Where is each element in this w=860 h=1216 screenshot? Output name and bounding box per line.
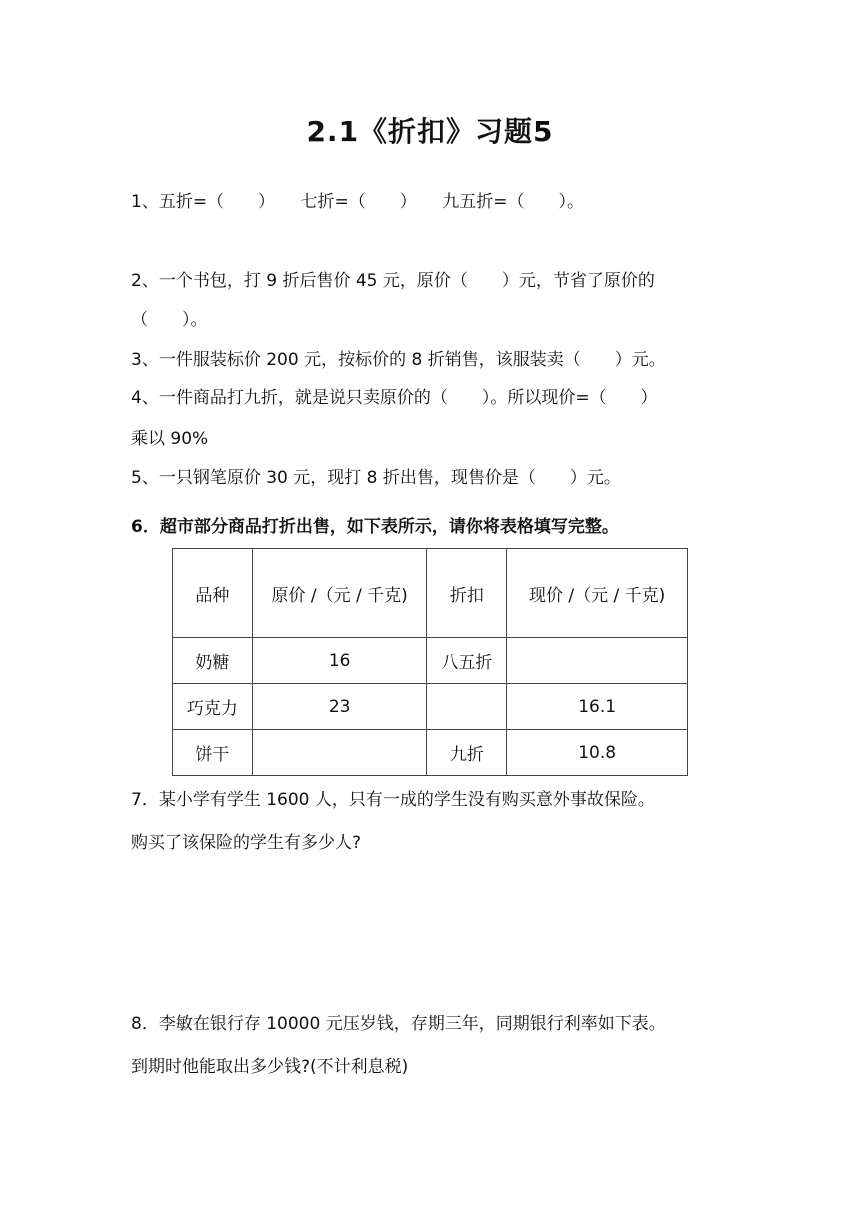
question-4-line-1: 4、一件商品打九折，就是说只卖原价的（ ）。所以现价=（ ） xyxy=(131,388,658,408)
question-1: 1、五折=（ ） 七折=（ ） 九五折=（ ）。 xyxy=(131,192,585,212)
question-4-line-2: 乘以 90% xyxy=(131,429,209,449)
table-header-cell: 现价 /（元 / 千克) xyxy=(507,549,688,638)
table-cell: 10.8 xyxy=(507,730,688,776)
table-header-cell: 品种 xyxy=(173,549,253,638)
table-cell xyxy=(252,730,427,776)
table-row xyxy=(173,638,688,684)
table-header-cell: 原价 /（元 / 千克) xyxy=(252,549,427,638)
table-cell: 饼干 xyxy=(173,730,253,776)
table-row xyxy=(173,730,688,776)
table-cell xyxy=(507,638,688,684)
page-title: 2.1《折扣》习题5 xyxy=(306,115,554,148)
table-cell: 奶糖 xyxy=(173,638,253,684)
question-2-line-2: （ ）。 xyxy=(131,310,208,330)
question-2-line-1: 2、一个书包，打 9 折后售价 45 元，原价（ ）元，节省了原价的 xyxy=(131,271,655,291)
question-8-line-2: 到期时他能取出多少钱?(不计利息税) xyxy=(131,1057,409,1077)
table-cell: 16.1 xyxy=(507,684,688,730)
question-7-line-1: 7．某小学有学生 1600 人，只有一成的学生没有购买意外事故保险。 xyxy=(131,790,655,810)
question-7-line-2: 购买了该保险的学生有多少人? xyxy=(131,833,362,853)
table-cell: 八五折 xyxy=(427,638,507,684)
table-cell: 23 xyxy=(252,684,427,730)
question-5: 5、一只钢笔原价 30 元，现打 8 折出售，现售价是（ ）元。 xyxy=(131,468,621,488)
table-header-row xyxy=(173,549,688,638)
question-8-line-1: 8．李敏在银行存 10000 元压岁钱，存期三年，同期银行利率如下表。 xyxy=(131,1014,666,1034)
table-cell: 巧克力 xyxy=(173,684,253,730)
table-cell xyxy=(427,684,507,730)
question-6: 6．超市部分商品打折出售，如下表所示，请你将表格填写完整。 xyxy=(131,517,619,537)
price-table xyxy=(172,548,688,776)
table-cell: 16 xyxy=(252,638,427,684)
table-header-cell: 折扣 xyxy=(427,549,507,638)
question-3: 3、一件服装标价 200 元，按标价的 8 折销售，该服装卖（ ）元。 xyxy=(131,350,666,370)
table-row xyxy=(173,684,688,730)
table-cell: 九折 xyxy=(427,730,507,776)
